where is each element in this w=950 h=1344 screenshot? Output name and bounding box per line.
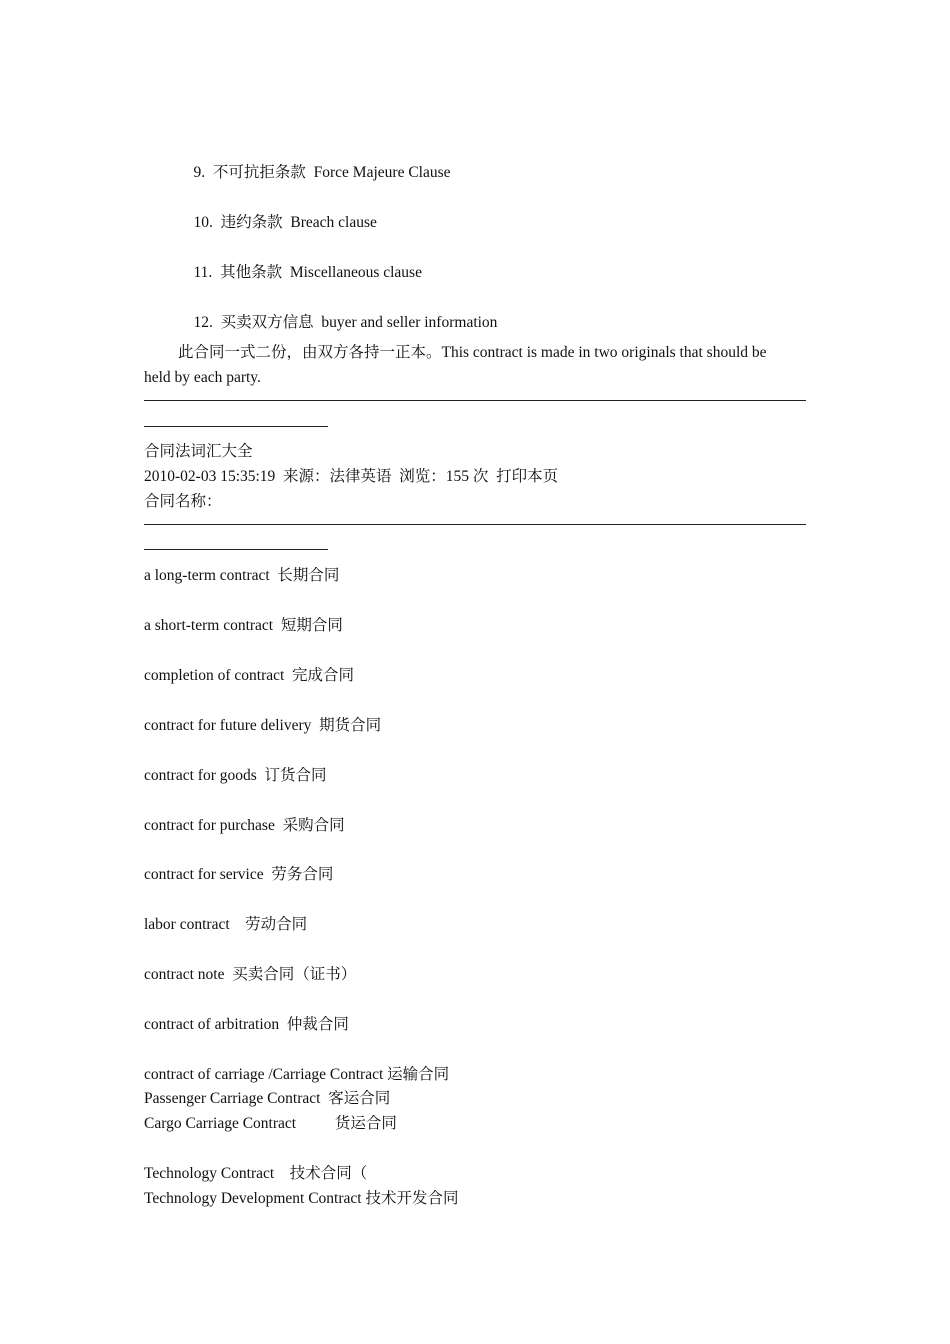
term-item: a long-term contract 长期合同 (144, 567, 340, 584)
term-item: labor contract 劳动合同 (144, 916, 308, 933)
term-item: contract for purchase 采购合同 (144, 817, 345, 834)
article-meta: 2010-02-03 15:35:19 来源：法律英语 浏览：155 次 打印本页 (144, 468, 559, 485)
technology-term: Technology Development Contract 技术开发合同 (144, 1190, 459, 1207)
term-item: contract for service 劳务合同 (144, 866, 334, 883)
carriage-term: Cargo Carriage Contract 货运合同 (144, 1115, 397, 1132)
technology-term: Technology Contract 技术合同（ (144, 1165, 368, 1182)
separator-rule (144, 524, 806, 525)
carriage-term: Passenger Carriage Contract 客运合同 (144, 1090, 391, 1107)
carriage-term: contract of carriage /Carriage Contract 运输合同 (144, 1066, 450, 1083)
term-item: contract for goods 订货合同 (144, 767, 327, 784)
clause-en: buyer and seller information (321, 314, 498, 331)
clause-number: 9. (193, 164, 206, 181)
contract-name-label: 合同名称： (144, 493, 222, 510)
clause-en: Breach clause (290, 214, 377, 231)
article-title: 合同法词汇大全 (144, 443, 253, 460)
term-item: contract for future delivery 期货合同 (144, 717, 382, 734)
separator-rule (144, 400, 806, 401)
separator-rule-short (144, 549, 328, 550)
term-item: contract of arbitration 仲裁合同 (144, 1016, 349, 1033)
clause-number: 12. (193, 314, 213, 331)
term-item: completion of contract 完成合同 (144, 667, 355, 684)
contract-note-line-2: held by each party. (144, 369, 261, 386)
clause-zh: 违约条款 (220, 214, 283, 231)
contract-note-line-1: 此合同一式二份，由双方各持一正本。This contract is made in two originals that should be (178, 344, 767, 361)
clause-zh: 不可抗拒条款 (212, 164, 306, 181)
term-item: contract note 买卖合同（证书） (144, 966, 357, 983)
clause-en: Force Majeure Clause (313, 164, 451, 181)
term-item: a short-term contract 短期合同 (144, 617, 343, 634)
separator-rule-short (144, 426, 328, 427)
clause-number: 11. (193, 264, 213, 281)
clause-number: 10. (193, 214, 213, 231)
clause-en: Miscellaneous clause (289, 264, 422, 281)
clause-zh: 其他条款 (220, 264, 283, 281)
clause-zh: 买卖双方信息 (220, 314, 314, 331)
